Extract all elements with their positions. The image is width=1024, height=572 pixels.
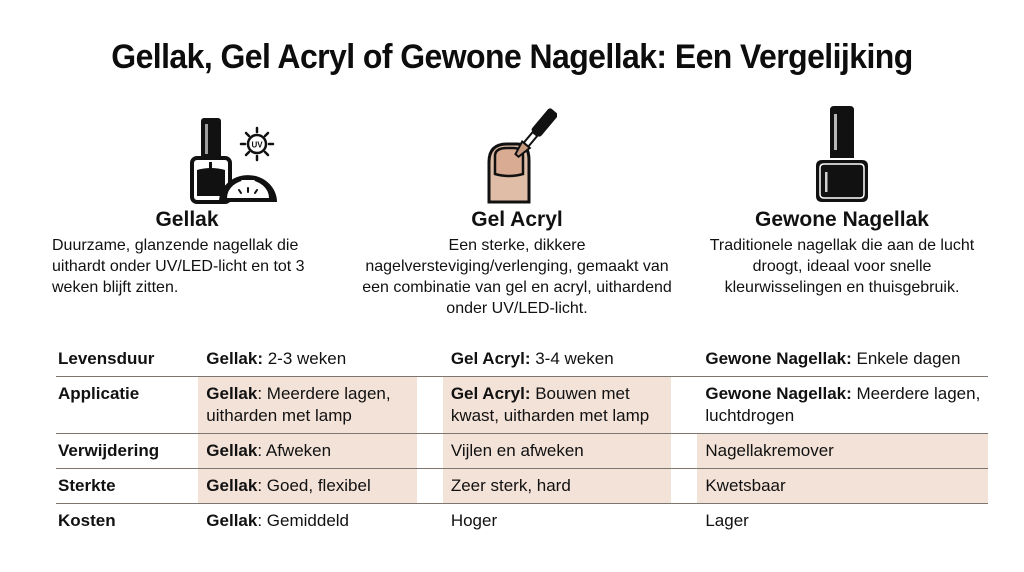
cell-gewone-nagellak: Lager: [705, 511, 749, 530]
nail-polish-with-uv-lamp-icon: [187, 104, 283, 204]
cell-gewone-nagellak: Gewone Nagellak: Enkele dagen: [697, 342, 988, 377]
row-label: Applicatie: [56, 377, 198, 434]
row-label: Kosten: [58, 511, 116, 530]
cell-gellak: Gellak: Meerdere lagen, uitharden met lamp: [198, 377, 416, 434]
product-description: Traditionele nagellak die aan de lucht droogt, ideaal voor snelle kleurwisselingen en thuisgebruik.: [709, 237, 975, 296]
cell-gel-acryl: Hoger: [450, 511, 498, 530]
cell-gel-acryl: Vijlen en afweken: [443, 434, 671, 469]
table-row-verwijdering: [56, 434, 988, 469]
table-row-levensduur: [56, 342, 988, 377]
product-gel-acryl: [352, 96, 682, 319]
product-gellak: [52, 96, 322, 298]
cell-gellak: Gellak: Afweken: [198, 434, 416, 469]
cell-gewone-nagellak: Kwetsbaar: [697, 469, 988, 504]
cell-gel-acryl: Gel Acryl: Bouwen met kwast, uitharden met lamp: [443, 377, 671, 434]
product-gewone-nagellak: [692, 96, 992, 298]
cell-gel-acryl: Gel Acryl: 3-4 weken: [443, 342, 671, 377]
table-row-sterkte: [56, 469, 988, 504]
table-row-kosten: [56, 504, 988, 539]
product-description: Duurzame, glanzende nagellak die uithardt onder UV/LED-licht en tot 3 weken blijft zitten.: [52, 237, 305, 296]
cell-gellak: Gellak: 2-3 weken: [198, 342, 416, 377]
cell-gellak: Gellak: Gemiddeld: [206, 511, 350, 530]
table-row-applicatie: [56, 377, 988, 434]
cell-gewone-nagellak: Gewone Nagellak: Meerdere lagen, luchtdrogen: [697, 377, 988, 434]
product-name: Gellak: [155, 208, 219, 231]
row-label: Sterkte: [56, 469, 198, 504]
product-description: Een sterke, dikkere nagelversteviging/verlenging, gemaakt van een combinatie van gel en acryl, uithardend onder UV/LED-licht.: [362, 237, 672, 317]
product-name: Gewone Nagellak: [755, 208, 929, 231]
cell-gel-acryl: Zeer sterk, hard: [443, 469, 671, 504]
row-label: Verwijdering: [56, 434, 198, 469]
comparison-table: [56, 342, 988, 538]
nail-polish-bottle-icon: [812, 104, 872, 204]
product-name: Gel Acryl: [471, 208, 563, 231]
page-title: Gellak, Gel Acryl of Gewone Nagellak: Een Vergelijking: [111, 38, 913, 76]
cell-gellak: Gellak: Goed, flexibel: [198, 469, 416, 504]
cell-gewone-nagellak: Nagellakremover: [697, 434, 988, 469]
finger-nail-brush-icon: [477, 104, 557, 204]
row-label: Levensduur: [56, 342, 198, 377]
uv-badge: UV: [251, 140, 263, 150]
